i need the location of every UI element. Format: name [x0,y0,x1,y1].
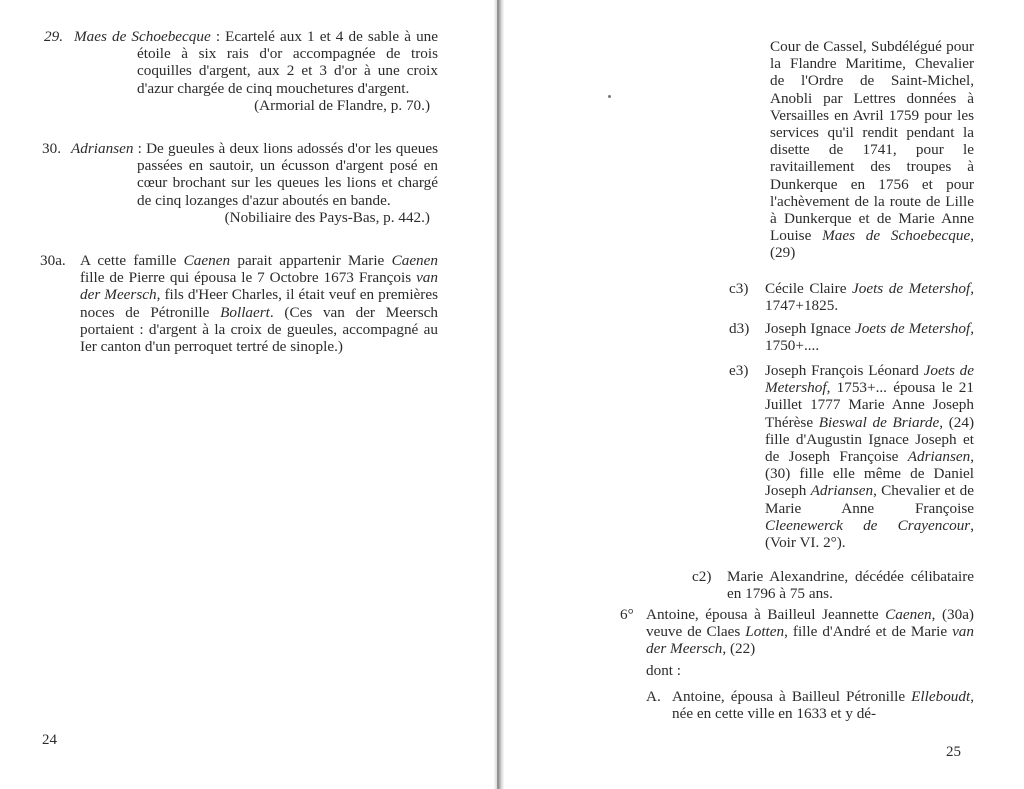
italic-run: Bieswal de Briarde [818,413,940,431]
text-run: , (30a) veuve de Claes [646,606,974,641]
italic-run: van der Meersch [80,269,438,304]
dont-line [646,662,846,679]
book-spine-line [497,0,499,789]
item-label: 6° [620,606,634,623]
entry-source: (Nobiliaire des Pays-Bas, p. 442.) [224,208,430,226]
italic-run: Adriansen [810,482,874,500]
text-run: , 1747+1825. [765,280,975,315]
item-label: c3) [729,280,749,297]
italic-run: Caenen [391,252,438,269]
item-label: d3) [729,320,750,337]
italic-run: Cleenewerck de Crayencour [765,516,971,534]
text-run: dont : [646,662,682,679]
entry-source: (Armorial de Flandre, p. 70.) [254,96,430,114]
entry-29 [44,28,438,114]
italic-run: Joets de Metershof [854,320,971,337]
text-run: , Chevalier et de Marie Anne Françoise [765,482,975,517]
item-label: c2) [692,568,712,585]
entry-text: De gueules à deux lions adossés d'or les queues passées en sautoir, un écusson d'argent posé en cœur brochant sur les queues les lions et chargé de cinq lozanges d'azur aboutés en bande. [137,140,438,209]
item-e3 [729,362,974,551]
item-body [729,320,974,354]
entry-number: 30. [42,140,61,157]
entry-body [44,28,438,97]
text-run: A cette famille [80,252,184,269]
text-run: , née en cette ville en 1633 et y dé- [672,688,974,723]
text-run: Joseph François Léonard [765,362,924,379]
italic-run: Maes de Schoebecque [822,227,971,245]
page-speck [608,95,611,98]
item-body [692,568,974,602]
item-body [620,606,974,658]
left-page [0,0,496,789]
page-number-left: 24 [42,732,57,748]
italic-run: Joets de Metershof [852,280,971,297]
item-A [646,688,974,722]
italic-run: Caenen [885,606,932,623]
entry-body [42,252,438,355]
right-page [504,0,1024,789]
entry-name: Maes de Schoebecque [74,28,211,45]
text-run: , 1750+.... [765,320,975,355]
italic-run: Elleboudt [911,688,971,705]
item-d3 [729,320,974,354]
item-c3 [729,280,974,314]
item-6 [620,606,974,658]
text-run: fille de Pierre qui épousa le 7 Octobre 1673 François [80,269,417,287]
item-body [646,688,974,722]
entry-name: Adriansen [71,140,134,157]
text-run: , (Voir VI. 2°). [765,516,974,552]
continuation-paragraph [770,38,974,262]
text-run: . (Ces van der Meersch portaient : d'argent à la croix de gueules, accompagné au Ier canton d'un perroquet tertré de sinople.) [80,303,438,356]
text-run: , fils d'Heer Charles, il était veuf en premières noces de Pétronille [80,286,438,321]
entry-body [44,140,438,209]
entry-30a [42,252,438,355]
entry-text: Ecartelé aux 1 et 4 de sable à une étoile à six rais d'or accompagnée de trois coquilles d'argent, aux 2 et 3 d'or à une croix d'azur chargée de cinq mouchetures d'argent. [137,28,439,97]
page-number-right: 25 [946,744,961,760]
italic-run: Lotten [745,623,785,641]
text-run: Antoine, épousa à Bailleul Pétronille [672,688,912,705]
entry-separator: : [133,140,147,157]
text-run: , (22) [722,640,756,658]
text-run: , fille d'André et de Marie [784,623,953,641]
entry-number: 30a. [40,252,66,269]
entry-number: 29. [44,28,63,45]
italic-run: van der Meersch [646,623,974,658]
item-label: e3) [729,362,749,379]
text-run: , 1753+... épousa le 21 Juillet 1777 Marie Anne Joseph Thérèse [765,379,974,431]
text-run: Cour de Cassel, Subdélégué pour la Flandre Maritime, Chevalier de l'Ordre de Saint-Michel, Anobli par Lettres données à Versailles en Avril 1759 pour les services qu'il rendit pendant la disette de 1741, pour le ravitaillement des troupes à Dunkerque en 1756 et pour l'achèvement de la route de Lille à Dunkerque et de Marie Anne Louise [770,38,974,245]
text-run: Cécile Claire [765,280,852,297]
italic-run: Adriansen [907,448,971,466]
item-c2 [692,568,974,602]
item-body [729,280,974,314]
italic-run: Caenen [183,252,231,269]
entry-30 [44,140,438,226]
italic-run: Joets de Metershof [765,362,974,397]
text-run: , (24) fille d'Augustin Ignace Joseph et de Joseph Françoise [765,413,974,466]
text-run: parait appartenir Marie [230,252,392,269]
italic-run: Bollaert [220,303,270,321]
text-run: , (30) fille elle même de Daniel Joseph [765,448,974,500]
text-run: Joseph Ignace [765,320,855,337]
entry-separator: : [210,28,226,45]
item-body [729,362,974,551]
text-run: , (29) [770,227,974,262]
item-label: A. [646,688,661,705]
text-run: Antoine, épousa à Bailleul Jeannette [646,606,886,623]
text-run: Marie Alexandrine, décédée célibataire en 1796 à 75 ans. [727,568,974,603]
